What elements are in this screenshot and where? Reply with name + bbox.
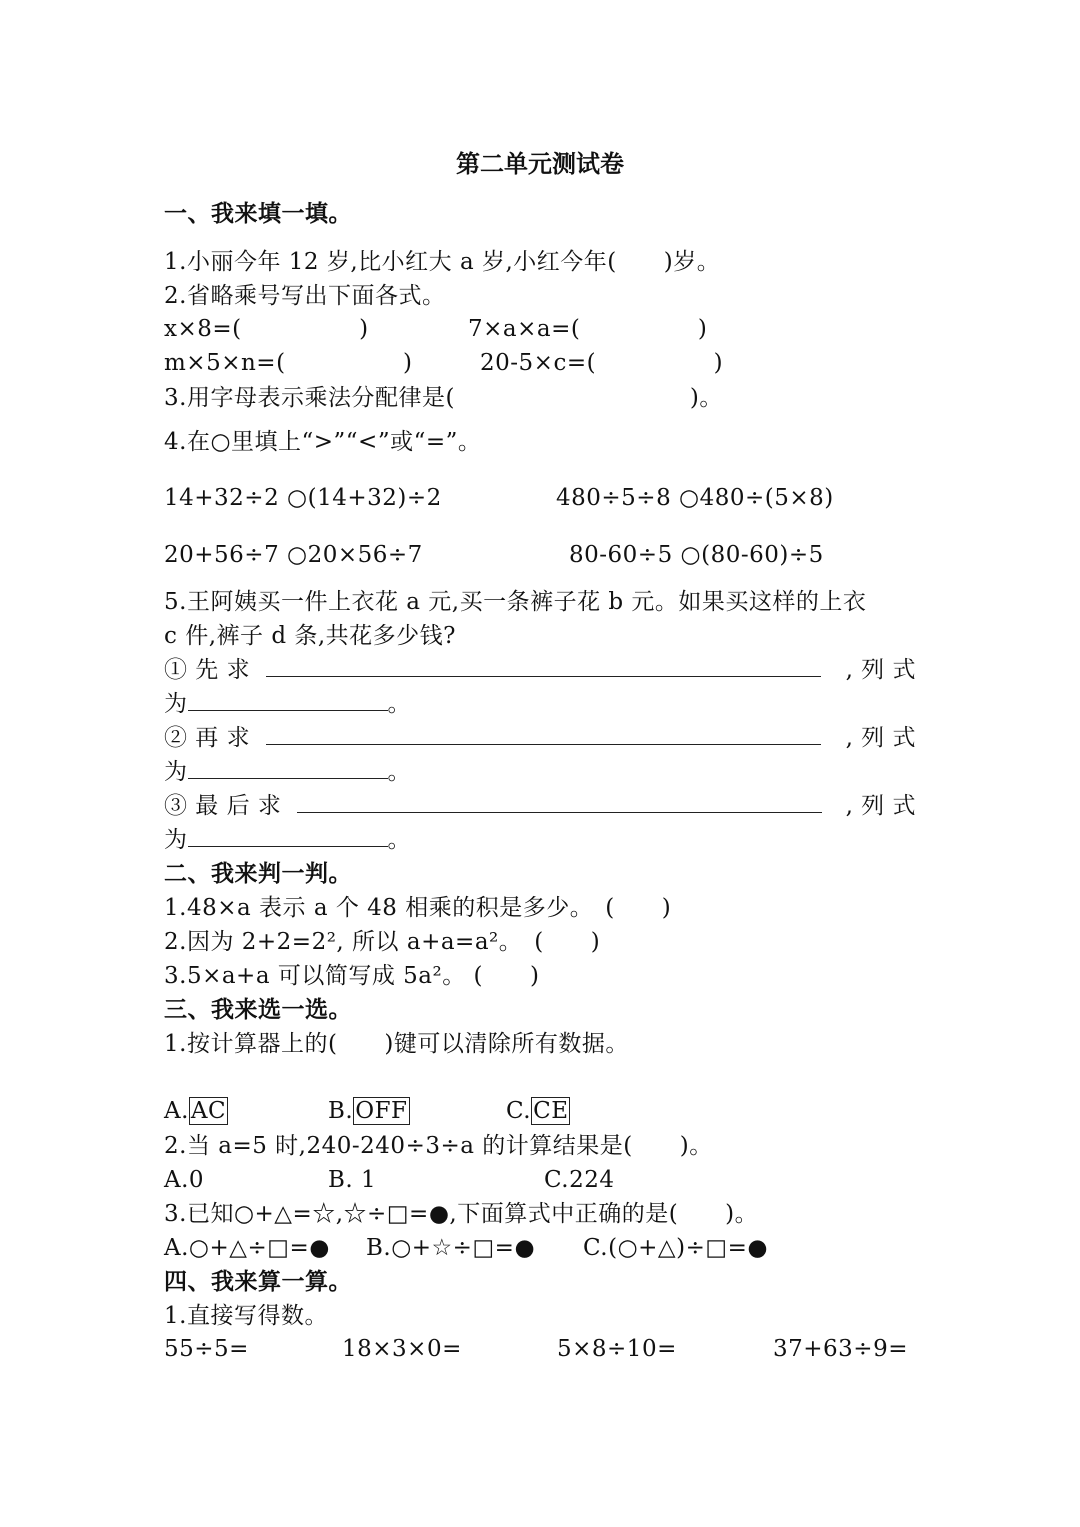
step-3-row xyxy=(164,790,916,822)
question-1-1: 1.小丽今年 12 岁,比小红大 a 岁,小红今年( )岁。 xyxy=(164,249,721,275)
question-1-2: 2.省略乘号写出下面各式。 xyxy=(164,283,446,309)
question-3-3-option-c: C.(○+△)÷□=● xyxy=(583,1235,768,1261)
step-2-blank[interactable] xyxy=(266,722,821,745)
question-3-3: 3.已知○+△=☆,☆÷□=●,下面算式中正确的是( )。 xyxy=(164,1201,759,1227)
step-2-label: ② 再 求 xyxy=(164,725,251,751)
question-3-1: 1.按计算器上的( )键可以清除所有数据。 xyxy=(164,1031,629,1057)
question-2-2: 2.因为 2+2=2², 所以 a+a=a²。 ( ) xyxy=(164,929,601,955)
question-1-5-line2: c 件,裤子 d 条,共花多少钱? xyxy=(164,623,456,649)
section-3-heading: 三、我来选一选。 xyxy=(164,997,352,1023)
question-1-2c: m×5×n=( ) xyxy=(164,350,413,376)
key-ce-box: CE xyxy=(533,1098,569,1124)
section-2-heading: 二、我来判一判。 xyxy=(164,861,352,887)
question-3-2: 2.当 a=5 时,240-240÷3÷a 的计算结果是( )。 xyxy=(164,1133,713,1159)
question-3-1-option-a: A.AC xyxy=(164,1098,227,1124)
question-1-2a: x×8=( ) xyxy=(164,316,369,342)
question-1-4a: 14+32÷2 ○(14+32)÷2 xyxy=(164,485,442,511)
step-1-blank[interactable] xyxy=(266,654,821,677)
step-1-formula: 为 。 xyxy=(164,688,411,720)
calc-3: 5×8÷10= xyxy=(557,1336,677,1362)
question-4-1: 1.直接写得数。 xyxy=(164,1303,328,1329)
question-1-5-line1: 5.王阿姨买一件上衣花 a 元,买一条裤子花 b 元。如果买这样的上衣 xyxy=(164,589,867,615)
step-3-formula-blank[interactable] xyxy=(188,824,388,847)
question-1-4c: 20+56÷7 ○20×56÷7 xyxy=(164,542,423,568)
key-ac-box: AC xyxy=(190,1098,227,1124)
step-1-tail: , 列 式 xyxy=(845,657,916,683)
step-2-formula: 为 。 xyxy=(164,756,411,788)
calc-2: 18×3×0= xyxy=(342,1336,462,1362)
step-3-label: ③ 最 后 求 xyxy=(164,793,282,819)
calc-4: 37+63÷9= xyxy=(773,1336,908,1362)
step-3-formula: 为 。 xyxy=(164,824,411,856)
page-title: 第二单元测试卷 xyxy=(456,149,624,178)
question-3-2-option-c: C.224 xyxy=(544,1167,615,1193)
section-1-heading: 一、我来填一填。 xyxy=(164,201,352,227)
step-3-blank[interactable] xyxy=(297,790,822,813)
question-1-2d: 20-5×c=( ) xyxy=(480,350,724,376)
key-off-box: OFF xyxy=(355,1098,408,1124)
question-3-3-option-b: B.○+☆÷□=● xyxy=(366,1235,536,1261)
step-1-label: ① 先 求 xyxy=(164,657,251,683)
step-3-tail: , 列 式 xyxy=(845,793,916,819)
question-1-4d: 80-60÷5 ○(80-60)÷5 xyxy=(569,542,824,568)
question-1-4: 4.在○里填上“>”“<”或“=”。 xyxy=(164,429,482,455)
step-2-tail: , 列 式 xyxy=(845,725,916,751)
step-1-row xyxy=(164,654,916,686)
question-3-3-option-a: A.○+△÷□=● xyxy=(164,1235,330,1261)
question-3-1-option-b: B.OFF xyxy=(328,1098,408,1124)
question-1-4b: 480÷5÷8 ○480÷(5×8) xyxy=(556,485,834,511)
question-2-3: 3.5×a+a 可以简写成 5a²。 ( ) xyxy=(164,963,540,989)
question-3-2-option-b: B. 1 xyxy=(328,1167,377,1193)
step-2-formula-blank[interactable] xyxy=(188,756,388,779)
question-3-2-option-a: A.0 xyxy=(164,1167,205,1193)
section-4-heading: 四、我来算一算。 xyxy=(164,1269,352,1295)
question-1-2b: 7×a×a=( ) xyxy=(468,316,708,342)
question-1-3: 3.用字母表示乘法分配律是( )。 xyxy=(164,385,723,411)
question-3-1-option-c: C.CE xyxy=(506,1098,569,1124)
question-2-1: 1.48×a 表示 a 个 48 相乘的积是多少。 ( ) xyxy=(164,895,672,921)
step-2-row xyxy=(164,722,916,754)
step-1-formula-blank[interactable] xyxy=(188,688,388,711)
calc-1: 55÷5= xyxy=(164,1336,249,1362)
